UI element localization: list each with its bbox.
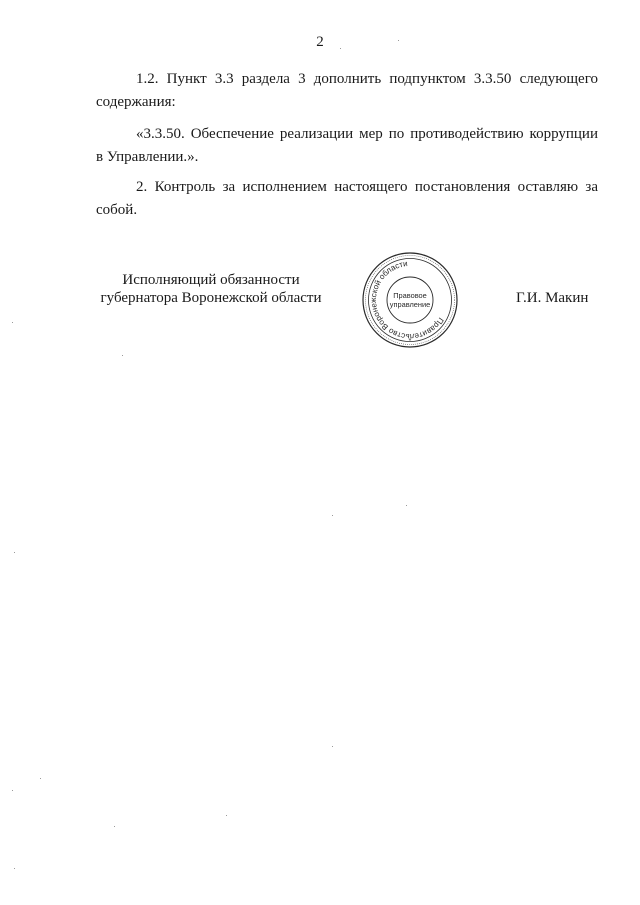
scan-speck [12,790,13,791]
scan-speck [226,815,227,816]
scan-speck [340,48,341,49]
scan-speck [114,826,115,827]
signatory-name: Г.И. Макин [516,290,589,306]
signatory-title-line1: Исполняющий обязанности [122,272,300,288]
official-seal [360,250,460,350]
scan-speck [406,505,407,506]
scan-speck [332,515,333,516]
paragraph-2-line1: 2. Контроль за исполнением настоящего постановления оставляю за [136,179,598,195]
scan-speck [14,868,15,869]
seal-center-line1: Правовое [393,291,427,300]
seal-center-line2: управление [389,300,431,309]
paragraph-3-3-50-line1: «3.3.50. Обеспечение реализации мер по противодействию коррупции [136,126,598,142]
scan-speck [14,552,15,553]
seal-ring-text: Правительство Воронежской области [368,259,446,342]
scan-speck [122,355,123,356]
scan-speck [332,746,333,747]
scan-speck [40,778,41,779]
paragraph-1-2-line2: содержания: [96,94,176,110]
scan-speck [398,40,399,41]
paragraph-2 [96,176,598,222]
paragraph-3-3-50 [96,123,598,169]
signatory-title [96,271,326,307]
paragraph-2-line2: собой. [96,202,138,218]
paragraph-3-3-50-line2: в Управлении.». [96,149,199,165]
page-number: 2 [316,34,324,50]
seal-star: * [408,338,412,345]
scan-speck [12,322,13,323]
paragraph-1-2-line1: 1.2. Пункт 3.3 раздела 3 дополнить подпунктом 3.3.50 следующего [136,71,598,87]
signatory-title-line2: губернатора Воронежской области [100,290,322,306]
paragraph-1-2 [96,68,598,114]
